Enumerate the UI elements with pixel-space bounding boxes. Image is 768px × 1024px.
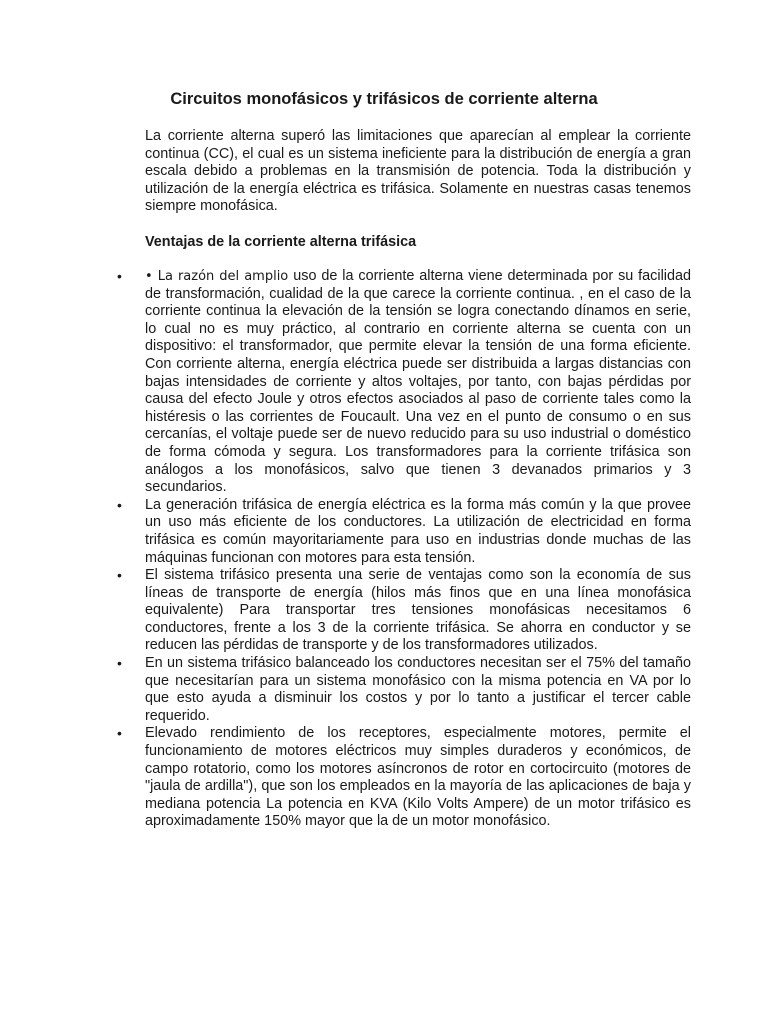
intro-paragraph	[145, 128, 691, 216]
bullet-text: uso de la corriente alterna viene determinada por su facilidad de transformación, cualidad de la que carece la corriente continua. , en el caso de la corriente continua la elevación de la tensión se logra conectando dínamos en serie, lo cual no es muy práctico, al contrario en corriente alterna se cuenta con un dispositivo: el transformador, que permite elevar la tensión de una forma eficiente. Con corriente alterna, energía eléctrica puede ser distribuida a largas distancias con bajas intensidades de corriente y altos voltajes, por tanto, con bajas pérdidas por causa del efecto Joule y otros efectos asociados al paso de corriente tales como la histéresis o las corrientes de Foucault. Una vez en el punto de consumo o en sus cercanías, el voltaje puede ser de nuevo reducido para su uso industrial o doméstico de forma cómoda y segura. Los transformadores para la corriente trifásica son análogos a los monofásicos, salvo que tienen 3 devanados primarios y 3 secundarios.	[145, 268, 691, 496]
bullet-icon: •	[117, 567, 122, 584]
bullet-icon: •	[117, 268, 122, 284]
bullet-icon: •	[117, 496, 122, 513]
list-item	[117, 268, 691, 497]
advantages-list	[0, 268, 691, 831]
bullet-icon: •	[117, 655, 122, 672]
intro-sentence-2: Toda la distribución y utilización de la energía eléctrica es trifásica. Solamente en nuestras casas tenemos siempre monofásica.	[145, 163, 692, 215]
bullet-icon: •	[117, 725, 122, 742]
bullet-text: En un sistema trifásico balanceado los conductores necesitan ser el 75% del tamaño que necesitarían para un sistema monofásico con la misma potencia en VA por lo que esto ayuda a disminuir los costos y por lo tanto a justificar el tercer cable requerido.	[145, 655, 691, 724]
intro-sentence-1: La corriente alterna superó las limitaciones que aparecían al emplear la corriente continua (CC), el cual es un sistema ineficiente para la distribución de energía a gran escala debido a problemas en la transmisión de potencia.	[145, 128, 691, 180]
bullet-text: El sistema trifásico presenta una serie de ventajas como son la economía de sus líneas de transporte de energía (hilos más finos que en una línea monofásica equivalente) Para transportar tres tensiones monofásicas necesitamos 6 conductores, frente a los 3 de la corriente trifásica. Se ahorra en conductor y se reducen las pérdidas de transporte y de los transformadores utilizados.	[145, 567, 691, 654]
section-heading: Ventajas de la corriente alterna trifásica	[145, 234, 417, 250]
bullet-text: La generación trifásica de energía eléctrica es la forma más común y la que provee un uso más eficiente de los conductores. La utilización de electricidad en forma trifásica es común mayoritariamente para uso en industrias donde muchas de las máquinas funcionan con motores para esta tensión.	[145, 496, 691, 566]
bullet-prefix: • La razón del amplio	[145, 269, 294, 284]
document-title: Circuitos monofásicos y trifásicos de corriente alterna	[170, 90, 598, 108]
list-item	[117, 655, 691, 725]
list-item	[117, 567, 691, 655]
list-item	[117, 496, 691, 567]
list-item	[117, 725, 691, 831]
bullet-text: Elevado rendimiento de los receptores, especialmente motores, permite el funcionamiento de motores eléctricos muy simples duraderos y económicos, de campo rotatorio, como los motores asíncronos de rotor en cortocircuito (motores de "jaula de ardilla"), que son los empleados en la mayoría de las aplicaciones de baja y mediana potencia La potencia en KVA (Kilo Volts Ampere) de un motor trifásico es aproximadamente 150% mayor que la de un motor monofásico.	[145, 725, 691, 830]
